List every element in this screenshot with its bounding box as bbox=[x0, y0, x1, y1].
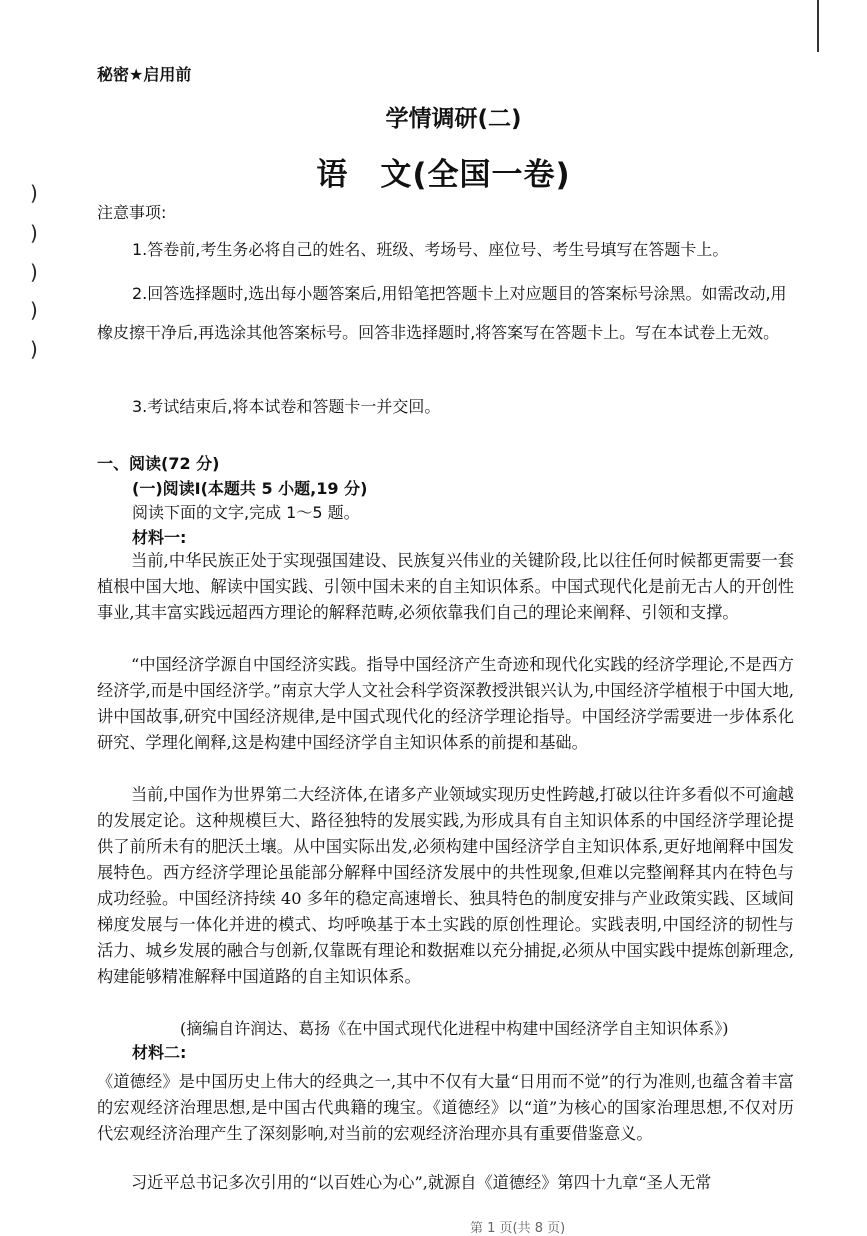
notice-heading: 注意事项: bbox=[97, 203, 167, 222]
binding-mark: ) bbox=[30, 260, 38, 284]
material2-paragraph: 《道德经》是中国历史上伟大的经典之一,其中不仅有大量“日用而不觉”的行为准则,也蕴含着丰富的宏观经济治理思想,是中国古代典籍的瑰宝。《道德经》以“道”为核心的国家治理思想,不仅对历代宏观经济治理产生了深刻影响,对当前的宏观经济治理亦具有重要借鉴意义。 bbox=[97, 1072, 794, 1143]
notice-item: 1.答卷前,考生务必将自己的姓名、班级、考场号、座位号、考生号填写在答题卡上。 bbox=[132, 240, 729, 259]
material-label: 材料一: bbox=[132, 528, 187, 547]
binding-mark: ) bbox=[30, 337, 38, 361]
binding-mark: ) bbox=[30, 298, 38, 322]
notice-item: 2.回答选择题时,选出每小题答案后,用铅笔把答题卡上对应题目的答案标号涂黑。如需改动,用橡皮擦干净后,再选涂其他答案标号。回答非选择题时,将答案写在答题卡上。写在本试卷上无效。 bbox=[97, 284, 787, 342]
sub-section-heading: (一)阅读Ⅰ(本题共 5 小题,19 分) bbox=[132, 479, 368, 498]
confidential-label: 秘密★启用前 bbox=[97, 65, 192, 84]
material1-paragraph: 当前,中华民族正处于实现强国建设、民族复兴伟业的关键阶段,比以往任何时候都更需要一套植根中国大地、解读中国实践、引领中国未来的自主知识体系。中国式现代化是前无古人的开创性事业,其丰富实践远超西方理论的解释范畴,必须依靠我们自己的理论来阐释、引领和支撑。 bbox=[97, 551, 794, 622]
binding-mark: ) bbox=[30, 181, 38, 205]
page-edge-line bbox=[817, 0, 819, 52]
notice-item: 3.考试结束后,将本试卷和答题卡一并交回。 bbox=[132, 397, 441, 416]
section-heading: 一、阅读(72 分) bbox=[97, 454, 220, 473]
binding-mark: ) bbox=[30, 221, 38, 245]
page-footer: 第 1 页(共 8 页) bbox=[470, 1221, 566, 1236]
material1-paragraph: “中国经济学源自中国经济实践。指导中国经济产生奇迹和现代化实践的经济学理论,不是西方经济学,而是中国经济学。”南京大学人文社会科学资深教授洪银兴认为,中国经济学植根于中国大地,讲中国故事,研究中国经济规律,是中国式现代化的经济学理论指导。中国经济学需要进一步体系化研究、学理化阐释,这是构建中国经济学自主知识体系的前提和基础。 bbox=[97, 655, 794, 752]
exam-title: 学情调研(二) bbox=[385, 106, 522, 132]
material1-source: (摘编自许润达、葛扬《在中国式现代化进程中构建中国经济学自主知识体系》) bbox=[180, 1019, 729, 1038]
exam-subject: 语 文(全国一卷) bbox=[316, 157, 571, 193]
material1-paragraph: 当前,中国作为世界第二大经济体,在诸多产业领域实现历史性跨越,打破以往许多看似不可逾越的发展定论。这种规模巨大、路径独特的发展实践,为形成具有自主知识体系的中国经济学理论提供了前所未有的肥沃土壤。从中国实际出发,必须构建中国经济学自主知识体系,更好地阐释中国发展特色。西方经济学理论虽能部分解释中国经济发展中的共性现象,但难以完整阐释其内在特色与成功经验。中国经济持续 40 多年的稳定高速增长、独具特色的制度安排与产业政策实践、区域间梯度发展与一体化并进的模式、均呼唤基于本土实践的原创性理论。实践表明,中国经济的韧性与活力、城乡发展的融合与创新,仅靠既有理论和数据难以充分捕捉,必须从中国实践中提炼创新理念,构建能够精准解释中国道路的自主知识体系。 bbox=[97, 785, 794, 986]
reading-instruction: 阅读下面的文字,完成 1～5 题。 bbox=[132, 503, 360, 522]
material2-paragraph: 习近平总书记多次引用的“以百姓心为心”,就源自《道德经》第四十九章“圣人无常 bbox=[131, 1173, 712, 1192]
material-label: 材料二: bbox=[132, 1043, 187, 1062]
